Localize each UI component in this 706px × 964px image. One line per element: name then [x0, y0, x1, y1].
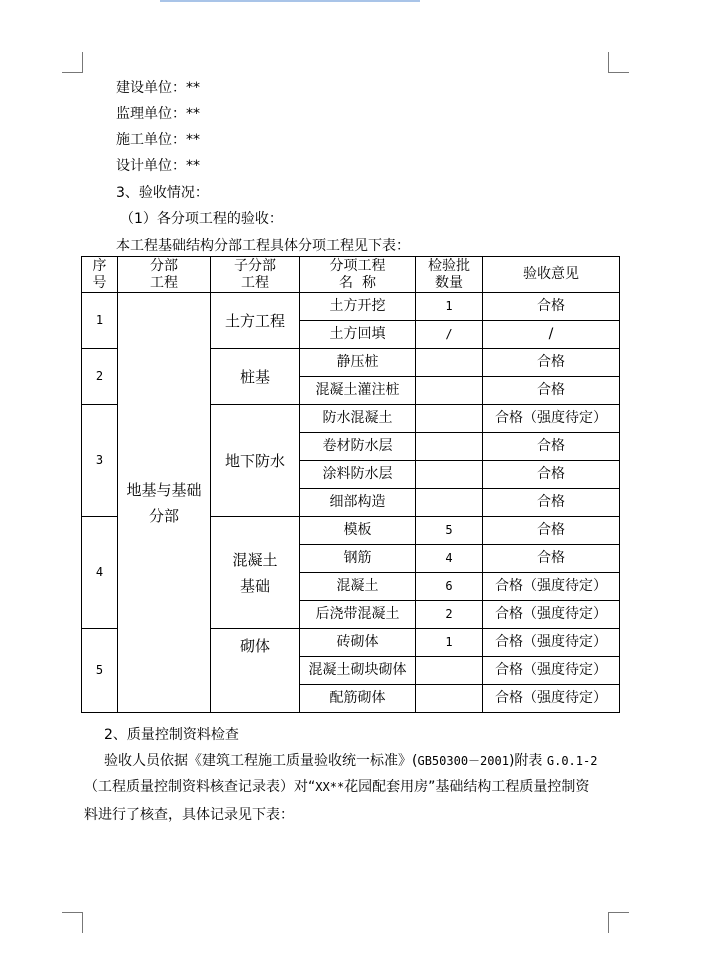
seq-cell: 4: [82, 517, 118, 629]
opinion-cell: 合格: [483, 293, 620, 321]
item-name-cell: 后浇带混凝土: [300, 601, 416, 629]
top-ruler-highlight: [160, 0, 420, 2]
item-name-cell: 混凝土灌注桩: [300, 377, 416, 405]
opinion-cell: 合格: [483, 489, 620, 517]
supervision-unit-line: 监理单位：**: [116, 106, 200, 122]
section-heading: 3、验收情况：: [116, 185, 209, 201]
item-name-cell: 土方开挖: [300, 293, 416, 321]
item-name-cell: 静压桩: [300, 349, 416, 377]
batch-count-cell: [416, 405, 483, 433]
batch-count-cell: 4: [416, 545, 483, 573]
item-name-cell: 混凝土砌块砌体: [300, 657, 416, 685]
subsection-heading: （1）各分项工程的验收：: [120, 211, 283, 227]
item-name-cell: 防水混凝土: [300, 405, 416, 433]
paragraph-line-2: （工程质量控制资料核查记录表）对“XX**花园配套用房”基础结构工程质量控制资: [84, 779, 590, 795]
opinion-cell: 合格: [483, 377, 620, 405]
page-corner-mark-top-left: [62, 52, 83, 73]
batch-count-cell: [416, 489, 483, 517]
item-name-cell: 涂料防水层: [300, 461, 416, 489]
part-name-cell: 地基与基础 分部: [118, 293, 211, 713]
item-name-cell: 模板: [300, 517, 416, 545]
subpart-cell: 砌体: [211, 629, 300, 713]
opinion-cell: 合格（强度待定）: [483, 657, 620, 685]
batch-count-cell: [416, 377, 483, 405]
subpart-cell: 桩基: [211, 349, 300, 405]
batch-count-cell: 1: [416, 629, 483, 657]
opinion-cell: 合格: [483, 461, 620, 489]
table-intro-text: 本工程基础结构分部工程具体分项工程见下表：: [116, 238, 410, 254]
header-seq: 序 号: [82, 257, 118, 293]
subpart-cell: 混凝土 基础: [211, 517, 300, 629]
item-name-cell: 钢筋: [300, 545, 416, 573]
opinion-cell: 合格（强度待定）: [483, 405, 620, 433]
batch-count-cell: [416, 349, 483, 377]
header-opinion: 验收意见: [483, 257, 620, 293]
batch-count-cell: [416, 657, 483, 685]
construction-unit-line: 建设单位：**: [116, 80, 200, 96]
paragraph-line-3: 料进行了核查，具体记录见下表：: [84, 807, 294, 823]
subpart-cell: 地下防水: [211, 405, 300, 517]
acceptance-table: [81, 256, 620, 713]
opinion-cell: 合格（强度待定）: [483, 685, 620, 713]
page-corner-mark-bottom-left: [62, 912, 83, 933]
batch-count-cell: 1: [416, 293, 483, 321]
quality-control-heading: 2、质量控制资料检查: [104, 727, 239, 743]
header-item: 分项工程 名 称: [300, 257, 416, 293]
batch-count-cell: [416, 461, 483, 489]
header-subpart: 子分部 工程: [211, 257, 300, 293]
opinion-cell: /: [483, 321, 620, 349]
page-corner-mark-bottom-right: [608, 912, 629, 933]
item-name-cell: 砖砌体: [300, 629, 416, 657]
opinion-cell: 合格（强度待定）: [483, 629, 620, 657]
header-part: 分部 工程: [118, 257, 211, 293]
item-name-cell: 混凝土: [300, 573, 416, 601]
seq-cell: 2: [82, 349, 118, 405]
opinion-cell: 合格: [483, 545, 620, 573]
table-row: [82, 293, 620, 321]
item-name-cell: 细部构造: [300, 489, 416, 517]
batch-count-cell: [416, 433, 483, 461]
batch-count-cell: 2: [416, 601, 483, 629]
opinion-cell: 合格: [483, 349, 620, 377]
item-name-cell: 卷材防水层: [300, 433, 416, 461]
page-corner-mark-top-right: [608, 52, 629, 73]
batch-count-cell: [416, 685, 483, 713]
opinion-cell: 合格: [483, 433, 620, 461]
opinion-cell: 合格（强度待定）: [483, 573, 620, 601]
batch-count-cell: 6: [416, 573, 483, 601]
table-header-row: [82, 257, 620, 293]
header-batches: 检验批 数量: [416, 257, 483, 293]
opinion-cell: 合格（强度待定）: [483, 601, 620, 629]
builder-unit-line: 施工单位：**: [116, 132, 200, 148]
batch-count-cell: /: [416, 321, 483, 349]
item-name-cell: 配筋砌体: [300, 685, 416, 713]
item-name-cell: 土方回填: [300, 321, 416, 349]
seq-cell: 1: [82, 293, 118, 349]
seq-cell: 5: [82, 629, 118, 713]
seq-cell: 3: [82, 405, 118, 517]
design-unit-line: 设计单位：**: [116, 158, 200, 174]
paragraph-line-1: 验收人员依据《建筑工程施工质量验收统一标准》(GB50300－2001)附表 G.0.1-2: [104, 753, 598, 769]
opinion-cell: 合格: [483, 517, 620, 545]
subpart-cell: 土方工程: [211, 293, 300, 349]
batch-count-cell: 5: [416, 517, 483, 545]
